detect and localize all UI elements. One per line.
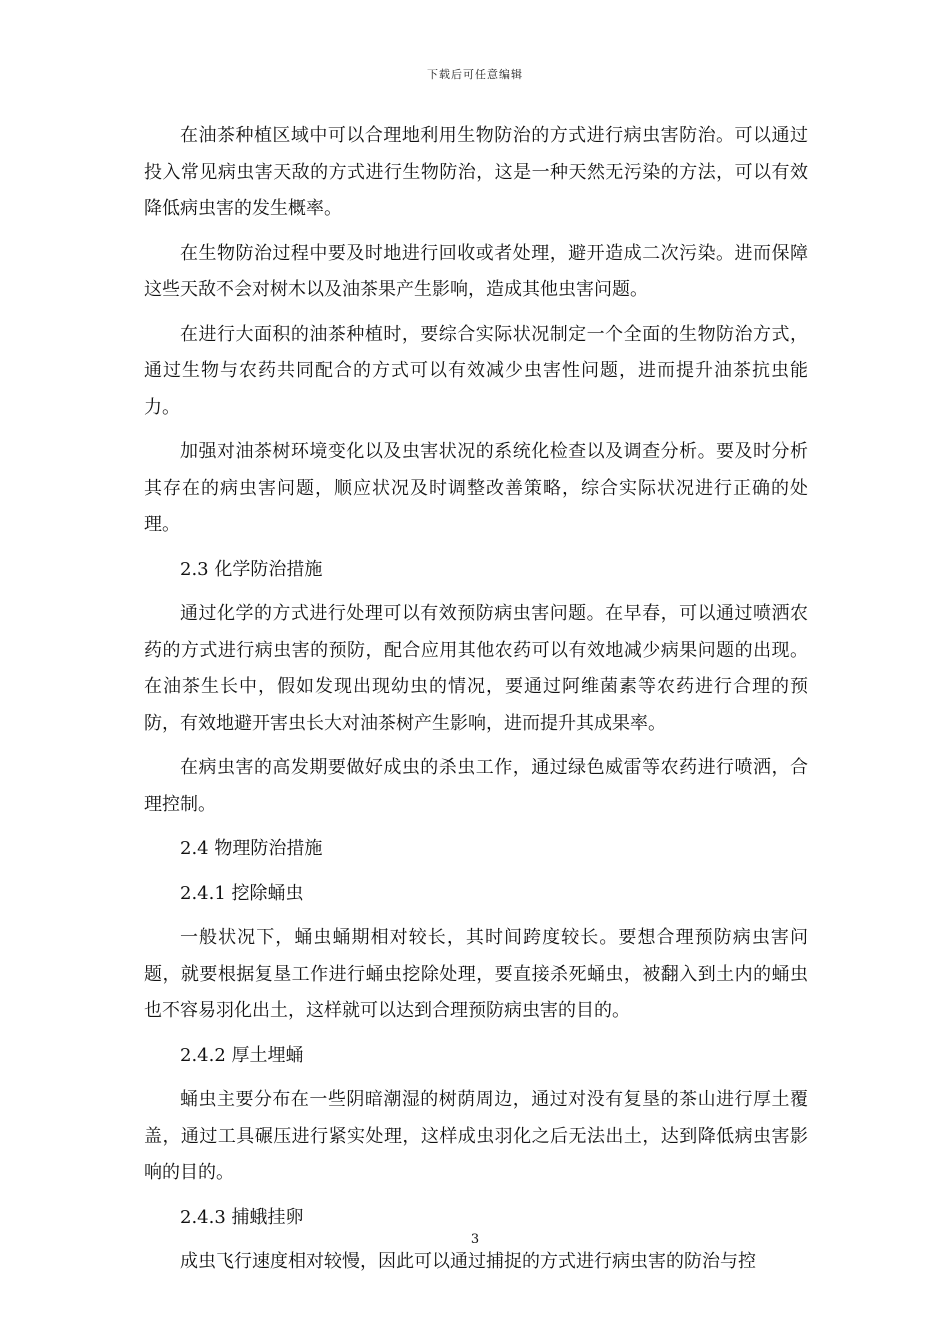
paragraph: 在病虫害的高发期要做好成虫的杀虫工作，通过绿色威雷等农药进行喷洒，合理控制。 (144, 757, 808, 815)
page-number: 3 (470, 1232, 480, 1247)
paragraph: 蛹虫主要分布在一些阴暗潮湿的树荫周边，通过对没有复垦的茶山进行厚土覆盖，通过工具碾压进行紧实处理，这样成虫羽化之后无法出土，达到降低病虫害影响的目的。 (144, 1089, 808, 1183)
paragraph: 通过化学的方式进行处理可以有效预防病虫害问题。在早春，可以通过喷洒农药的方式进行病虫害的预防，配合应用其他农药可以有效地减少病果问题的出现。在油茶生长中，假如发现出现幼虫的情况，要通过阿维菌素等农药进行合理的预防，有效地避开害虫长大对油茶树产生影响，进而提升其成果率。 (144, 603, 808, 734)
section-heading-2-4-3: 2.4.3 捕蛾挂卵 (180, 1206, 304, 1228)
section-heading-2-3: 2.3 化学防治措施 (180, 558, 323, 580)
paragraph: 在生物防治过程中要及时地进行回收或者处理，避开造成二次污染。进而保障这些天敌不会对树木以及油茶果产生影响，造成其他虫害问题。 (144, 242, 808, 300)
paragraph: 加强对油茶树环境变化以及虫害状况的系统化检查以及调查分析。要及时分析其存在的病虫害问题，顺应状况及时调整改善策略，综合实际状况进行正确的处理。 (144, 441, 808, 535)
paragraph: 成虫飞行速度相对较慢，因此可以通过捕捉的方式进行病虫害的防治与控 (180, 1251, 756, 1272)
document-body (144, 118, 808, 1289)
paragraph: 一般状况下，蛹虫蛹期相对较长，其时间跨度较长。要想合理预防病虫害问题，就要根据复垦工作进行蛹虫挖除处理，要直接杀死蛹虫，被翻入到土内的蛹虫也不容易羽化出土，这样就可以达到合理预防病虫害的目的。 (144, 927, 808, 1021)
paragraph: 在油茶种植区域中可以合理地利用生物防治的方式进行病虫害防治。可以通过投入常见病虫害天敌的方式进行生物防治，这是一种天然无污染的方法，可以有效降低病虫害的发生概率。 (144, 125, 808, 219)
section-heading-2-4: 2.4 物理防治措施 (180, 838, 323, 859)
section-heading-2-4-1: 2.4.1 挖除蛹虫 (180, 882, 304, 904)
paragraph: 在进行大面积的油茶种植时，要综合实际状况制定一个全面的生物防治方式，通过生物与农药共同配合的方式可以有效减少虫害性问题，进而提升油茶抗虫能力。 (144, 323, 808, 418)
page-header: 下载后可任意编辑 (427, 68, 523, 81)
section-heading-2-4-2: 2.4.2 厚土埋蛹 (180, 1044, 304, 1066)
